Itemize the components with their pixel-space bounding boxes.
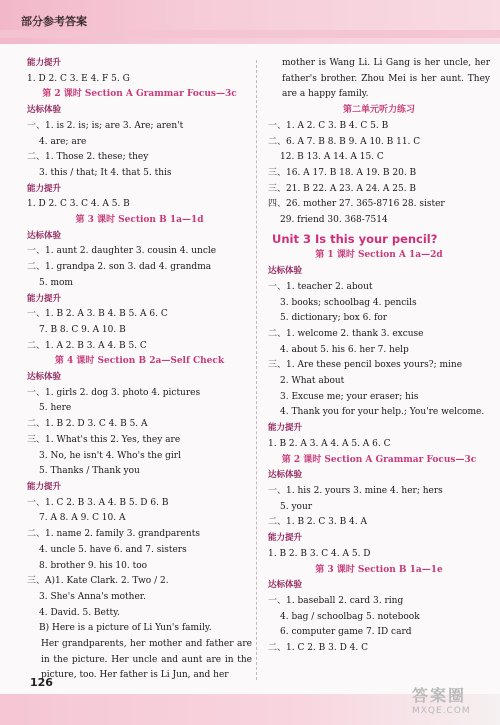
answer-line: 3. No, he isn't 4. Who's the girl <box>39 450 181 461</box>
answer-line: 二、1. Those 2. these; they <box>27 152 149 163</box>
right-column <box>268 56 490 657</box>
answer-line: 一、1. is 2. is; is; are 3. Are; aren't <box>27 120 184 131</box>
answer-line: 一、1. girls 2. dog 3. photo 4. pictures <box>27 387 201 398</box>
section-heading: 能力提升 <box>268 423 303 434</box>
section-heading: 能力提升 <box>268 533 303 544</box>
answer-line: 5. dictionary; box 6. for <box>280 313 388 324</box>
answer-line: 5. your <box>280 501 313 512</box>
answer-line: 1. D 2. C 3. C 4. A 5. B <box>27 199 130 210</box>
answer-line: 一、1. aunt 2. daughter 3. cousin 4. uncle <box>27 246 217 257</box>
answer-line: 7. A 8. A 9. C 10. A <box>39 513 126 524</box>
unit-title: Unit 3 Is this your pencil? <box>272 231 438 246</box>
section-heading: 能力提升 <box>27 183 62 194</box>
answer-line: 一、1. his 2. yours 3. mine 4. her; hers <box>268 485 443 496</box>
lesson-heading: 第 4 课时 Section B 2a—Self Check <box>54 356 225 367</box>
answer-paragraph: Her grandparents, her mother and father are in the picture. Her uncle and aunt are in the picture, too. Her father is Li Jun, and her <box>41 639 252 681</box>
answer-line: 二、1. C 2. B 3. D 4. C <box>268 643 368 654</box>
answer-line: 2. What about <box>280 376 345 387</box>
answer-line: 3. books; schoolbag 4. pencils <box>280 297 417 308</box>
answer-line: 7. B 8. C 9. A 10. B <box>39 324 126 335</box>
lesson-heading: 第二单元听力练习 <box>342 105 415 116</box>
answer-line: 4. uncle 5. have 6. and 7. sisters <box>39 544 187 555</box>
answer-paragraph: mother is Wang Li. Li Gang is her uncle, her father's brother. Zhou Mei is her aunt. They are a happy family. <box>282 58 490 100</box>
section-heading: 能力提升 <box>27 481 62 492</box>
watermark-top: 答案圈 <box>412 686 467 705</box>
section-heading: 能力提升 <box>27 58 62 68</box>
lesson-heading: 第 2 课时 Section A Grammar Focus—3c <box>42 89 237 100</box>
answer-line: 12. B 13. A 14. A 15. C <box>280 152 384 163</box>
answer-line: 二、1. A 2. B 3. A 4. B 5. C <box>27 340 147 351</box>
section-heading: 达标体验 <box>27 230 62 241</box>
answer-line: 二、1. grandpa 2. son 3. dad 4. grandma <box>27 262 212 273</box>
watermark-logo <box>412 683 496 723</box>
answer-line: 一、1. C 2. B 3. A 4. B 5. D 6. B <box>27 497 169 508</box>
answer-line: 1. B 2. B 3. C 4. A 5. D <box>268 548 371 559</box>
section-heading: 达标体验 <box>268 580 303 591</box>
answer-line: 一、1. B 2. A 3. B 4. B 5. A 6. C <box>27 309 168 320</box>
lesson-heading: 第 2 课时 Section A Grammar Focus—3c <box>281 454 477 465</box>
answer-line: 5. here <box>39 403 72 414</box>
answer-line: 8. brother 9. his 10. too <box>39 560 148 571</box>
answer-line: 3. She's Anna's mother. <box>39 591 146 602</box>
lesson-heading: 第 3 课时 Section B 1a—1e <box>315 564 443 575</box>
answer-line: 二、1. welcome 2. thank 3. excuse <box>268 328 424 339</box>
answer-line: 5. mom <box>39 277 73 288</box>
lesson-heading: 第 1 课时 Section A 1a—2d <box>315 250 443 261</box>
answer-line: 1. B 2. A 3. A 4. A 5. A 6. C <box>268 438 391 449</box>
section-heading: 达标体验 <box>27 105 62 116</box>
answer-line: 一、1. baseball 2. card 3. ring <box>268 595 404 606</box>
section-heading: 达标体验 <box>268 266 303 277</box>
answer-line: 三、A)1. Kate Clark. 2. Two / 2. <box>27 576 169 587</box>
answer-line: 二、1. B 2. D 3. C 4. B 5. A <box>27 419 148 430</box>
section-heading: 达标体验 <box>268 470 303 481</box>
section-heading: 能力提升 <box>27 293 62 304</box>
answer-line: 3. Excuse me; your eraser; his <box>280 391 419 402</box>
page-number: 126 <box>30 676 53 689</box>
answer-line: 3. this / that; It 4. that 5. this <box>39 167 172 178</box>
page-header <box>0 0 500 44</box>
answer-line: 5. Thanks / Thank you <box>39 466 140 477</box>
answer-line: 三、21. B 22. A 23. A 24. A 25. B <box>268 183 417 194</box>
answer-line: 6. computer game 7. ID card <box>280 627 412 638</box>
answer-line: 一、1. A 2. C 3. B 4. C 5. B <box>268 120 389 131</box>
answer-line: 一、1. teacher 2. about <box>268 281 373 292</box>
lesson-heading: 第 3 课时 Section B 1a—1d <box>75 215 204 226</box>
header-title: 部分参考答案 <box>21 15 87 28</box>
column-divider <box>256 60 257 680</box>
answer-line: 4. bag / schoolbag 5. notebook <box>280 611 420 622</box>
section-heading: 达标体验 <box>27 372 62 383</box>
answer-line: 三、16. A 17. B 18. A 19. B 20. B <box>268 167 417 178</box>
answer-line: 二、1. B 2. C 3. B 4. A <box>268 517 367 528</box>
answer-line: 4. about 5. his 6. her 7. help <box>280 344 409 355</box>
header-band <box>0 30 500 38</box>
answer-line: 4. David. 5. Betty. <box>39 607 120 618</box>
answer-line: 1. D 2. C 3. E 4. F 5. G <box>27 73 130 84</box>
answer-line: 二、6. A 7. B 8. B 9. A 10. B 11. C <box>268 136 421 147</box>
answer-line: 三、1. Are these pencil boxes yours?; mine <box>268 360 463 371</box>
left-column <box>27 56 252 684</box>
answer-line: 4. are; are <box>39 136 87 147</box>
answer-line: 四、26. mother 27. 365-8716 28. sister <box>268 199 445 210</box>
watermark-bottom: MXQE.COM <box>412 706 471 716</box>
answer-line: 三、1. What's this 2. Yes, they are <box>27 434 181 445</box>
answer-line: 二、1. name 2. family 3. grandparents <box>27 529 200 540</box>
answer-line: 29. friend 30. 368-7514 <box>280 215 388 226</box>
answer-line: B) Here is a picture of Li Yun's family. <box>39 623 212 634</box>
answer-line: 4. Thank you for your help.; You're welcome. <box>280 407 485 418</box>
